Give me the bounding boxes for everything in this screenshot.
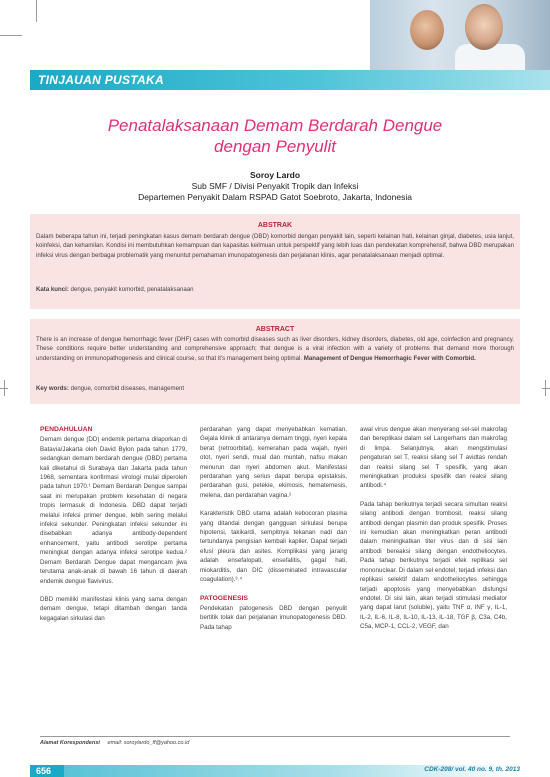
crop-mark bbox=[545, 380, 546, 396]
abstract-box bbox=[30, 319, 520, 404]
footnote-email: email: soroylardo_ff@yahoo.co.id bbox=[107, 740, 190, 746]
abstract-keywords-label: Key words: bbox=[36, 385, 69, 392]
page-number-box bbox=[30, 765, 64, 777]
abstract-keywords-value: dengue, comorbid diseases, management bbox=[70, 385, 185, 392]
footnote-divider bbox=[40, 736, 510, 737]
title-line-1: Penatalaksanaan Demam Berdarah Dengue bbox=[107, 116, 443, 135]
paragraph: awal virus dengue akan menyerang sel-sel makrofag dan bereplikasi dalam sel Langerhans dan makrofag di limpa. Selanjutnya, akan mengstimulasi pengaturan sel T, reaksi silang sel T avidtas rendah dan reaksi silang sel T spesifik, yang akan meningkatkan produksi spesifik dan reaksi silang antibodi.⁴ bbox=[360, 426, 507, 490]
header-photo bbox=[370, 0, 550, 70]
body-column-3 bbox=[360, 425, 507, 641]
abstrak-keywords bbox=[36, 286, 514, 293]
abstrak-box bbox=[30, 214, 520, 309]
paragraph: Karakteristik DBD utama adalah kebocoran plasma yang ditandai dengan gangguan sirkulasi berupa hipotensi, takikardi, sempitnya tekanan nadi dan tertundanya pengisian kembali kapiler. Dapat terjadi efusi pleura dan asites. Komplikasi yang jarang adalah ensefalopati, ensefalitis, gagal hati, miokarditis, dan DIC (disseminated intravascular coagulation).³˒⁴ bbox=[200, 510, 347, 584]
article-title bbox=[40, 115, 510, 157]
abstrak-text: Dalam beberapa tahun ini, terjadi peningkatan kasus demam berdarah dengue (DBD) komorbid dengan penyakit lain, seperti kelainan hati, kelainan ginjal, diabetes, usia lanjut, koinfeksi, dan kehamilan. Kondisi ini membutuhkan kemampuan dan kapasitas keilmuan untuk perspektif yang lebih luas dan pendekatan komprehensif, bahwa DBD merupakan infeksi virus dengan berbagai problematik yang menuntut pemahaman imunopatogenesis dan perjalanan klinis, agar penatalaksanaan menjadi optimal. bbox=[36, 233, 514, 259]
page-number: 656 bbox=[36, 766, 52, 776]
crop-mark bbox=[36, 0, 37, 22]
abstrak-keywords-value: dengue, penyakit komorbid, penatalaksanaan bbox=[70, 286, 194, 293]
crop-mark bbox=[4, 380, 5, 396]
section-heading-patogenesis: PATOGENESIS bbox=[200, 594, 248, 602]
title-line-2: dengan Penyulit bbox=[214, 137, 336, 156]
crop-mark bbox=[542, 388, 550, 389]
abstract-heading: ABSTRACT bbox=[255, 326, 295, 333]
crop-mark bbox=[0, 35, 22, 36]
abstrak-heading: ABSTRAK bbox=[257, 222, 293, 229]
paragraph: DBD memiliki manifestasi klinis yang sama dengan demam dengue, tetapi ditambah dengan tanda kegagalan sirkulasi dan bbox=[40, 595, 187, 622]
author-name: Soroy Lardo bbox=[249, 170, 301, 180]
paragraph: Pada tahap berikutnya terjadi secara simultan reaksi silang antibodi dengan trombosit, reaksi silang antibodi dengan plasmin dan produk spesifik. Proses ini kemudian akan meningkatkan peran antibodi dalam meningkatkan titer virus dan di sisi lain antibodi bereaksi silang dengan endotheliocytes. Pada tahap berikutnya terjadi efek replikasi sel mononuclear. Di dalam sel endotel, terjadi infeksi dan replikasi selektif dalam endotheliocytes sehingga terjadi apoptosis yang menyebabkan disfungsi endotel. Di sisi lain, akan terjadi stimulasi mediator yang dapat larut (soluble), yaitu TNF α, INF γ, IL-1, IL-2, IL-6, IL-8, IL-10, IL-13, IL-18, TGF β, C3a, C4b, C5a, MCP-1, CCL-2, VEGF, dan bbox=[360, 500, 507, 631]
abstrak-keywords-label: Kata kunci: bbox=[36, 286, 69, 293]
section-heading-pendahuluan: PENDAHULUAN bbox=[40, 426, 93, 433]
affiliation-line-1: Sub SMF / Divisi Penyakit Tropik dan Infeksi bbox=[191, 181, 359, 191]
section-banner-label: TINJAUAN PUSTAKA bbox=[38, 73, 164, 87]
correspondence-footnote bbox=[40, 740, 189, 746]
paragraph: Demam dengue (DD) endemik pertama dilaporkan di Batavia/Jakarta oleh David Bylon pada tahun 1779, sedangkan demam berdarah dengue (DBD) pertama kali diketahui di Surabaya dan Jakarta pada tahun 1968, sementara konfirmasi virologi mulai diperoleh pada tahun 1970.¹ Demam Berdarah Dengue sampai saat ini merupakan problem kesehatan di negara tropis termasuk di Indonesia. DBD dapat terjadi melalui infeksi primer dengue, lebih sering melalui infeksi sekunder. Peningkatan infeksi sekunder ini disebabkan adanya antibody-dependent enhancement, yaitu antibodi serotipe pertama meningkat dengan adanya infeksi serotipe kedua.² Demam Berdarah Dengue dapat mengancam jiwa terutama anak-anak di bawah 16 tahun di daerah endemik dengue flavivirus. bbox=[40, 436, 187, 585]
abstract-bold-title: Management of Dengue Hemorrhagic Fever with Comorbid. bbox=[303, 354, 476, 362]
photo-child bbox=[410, 10, 444, 50]
body-column-1 bbox=[40, 425, 187, 632]
abstract-keywords bbox=[36, 385, 514, 392]
journal-reference: CDK-208/ vol. 40 no. 9, th. 2013 bbox=[424, 766, 520, 773]
section-banner bbox=[30, 70, 550, 90]
abstract-body: There is an increase of dengue hemorrhagic fever (DHF) cases with comorbid diseases such as liver disorders, kidney disorders, diabetes, old age, coinfection and pregnancy. These conditions require better understanding and comprehensive approach; that dengue is a viral infection with a variety of problems that demand more thorough understanding on immunopathogenesis and clinical course, so that it's management being optimal. bbox=[36, 336, 514, 362]
photo-doctor bbox=[465, 4, 503, 50]
footnote-label: Alamat Korespondensi bbox=[40, 740, 100, 746]
body-column-2 bbox=[200, 425, 347, 641]
affiliation-line-2: Departemen Penyakit Dalam RSPAD Gatot Soebroto, Jakarta, Indonesia bbox=[138, 192, 412, 202]
paragraph: perdarahan yang dapat menyebabkan kematian. Gejala klinik di antaranya demam tinggi, nyeri kepala berat (retroorbital), kemerahan pada wajah, nyeri otot, nyeri sendi, mual dan muntah, nafsu makan menurun dan nyeri abdomen akut. Manifestasi perdarahan yang serius dapat berupa epistaksis, perdarahan gusi, petekie, ekimosis, hematemesis, melena, dan perdarahan vagina.² bbox=[200, 426, 347, 499]
paragraph: Pendekatan patogenesis DBD dengan penyulit bertitik tolak dari perjalanan imunopatogenesis DBD. Pada tahap bbox=[200, 604, 347, 631]
abstract-text bbox=[36, 335, 514, 363]
